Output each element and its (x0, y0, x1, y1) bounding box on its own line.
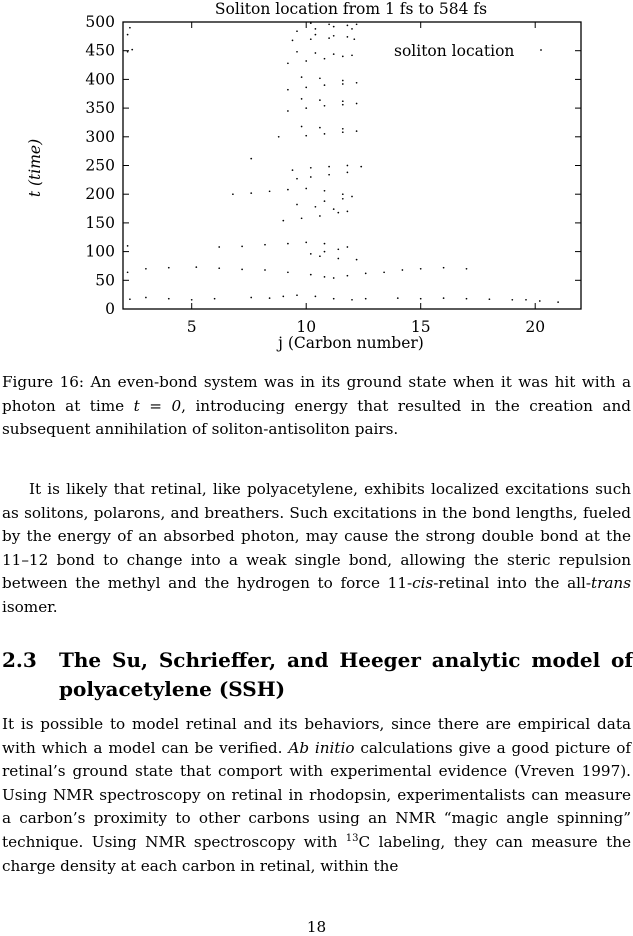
data-point (319, 127, 321, 129)
data-point (557, 301, 559, 303)
para1-italic-cis: cis (412, 574, 434, 593)
data-point (195, 266, 197, 268)
data-point (397, 297, 399, 299)
y-tick-label: 300 (85, 127, 115, 146)
para2-text-b: calculations give a good picture of retinal’s ground state that comport with experimental evidence (Vreven 1997). Using NMR spectroscopy on retinal in rhodopsin, experimentalists can measure a carbon’s proximity to other carbons using an NMR “magic angle spinning” technique. Using NMR spectroscopy with (2, 738, 631, 851)
data-point (324, 200, 326, 202)
para2-text-c: C labeling, they can measure the charge density at each carbon in retinal, within the (2, 832, 631, 875)
data-point (351, 54, 353, 56)
y-tick-label: 250 (85, 156, 115, 175)
y-tick-label: 450 (85, 41, 115, 60)
data-point (539, 300, 541, 302)
data-point (443, 267, 445, 269)
data-point (250, 192, 252, 194)
data-point (420, 268, 422, 270)
plot-frame (123, 22, 581, 309)
legend-marker (540, 49, 542, 51)
data-point (305, 60, 307, 62)
data-point (145, 268, 147, 270)
data-point (328, 23, 330, 25)
caption-math: t = 0 (133, 396, 182, 415)
data-point (214, 298, 216, 300)
data-point (333, 277, 335, 279)
data-point (292, 40, 294, 42)
data-point (287, 271, 289, 273)
data-point (324, 251, 326, 253)
data-point (310, 253, 312, 255)
para2-superscript: 13 (345, 832, 359, 844)
y-tick-label: 100 (85, 242, 115, 261)
data-point (232, 193, 234, 195)
data-point (328, 37, 330, 39)
y-tick-label: 0 (105, 300, 115, 318)
data-point (296, 30, 298, 32)
data-point (347, 246, 349, 248)
data-point (351, 28, 353, 30)
data-point (466, 268, 468, 270)
data-point (347, 36, 349, 38)
para1-text-a: It is likely that retinal, like polyacetylene, exhibits localized excitations such as solitons, polarons, and breathers. Such excitations in the bond lengths, fueled by the energy of an absorbed photon, may cause the strong double bond at the 11–12 bond to change into a weak single bond, allowing the steric repulsion between the methyl and the hydrogen to force 11- (2, 480, 631, 593)
data-point (292, 169, 294, 171)
data-point (305, 242, 307, 244)
data-point (269, 190, 271, 192)
data-point (127, 245, 129, 247)
data-point (337, 248, 339, 250)
soliton-location-chart (0, 0, 633, 360)
caption-line-3: , introducing energy that resulted in the creation and (181, 396, 631, 415)
data-point (525, 299, 527, 301)
data-point (333, 26, 335, 28)
data-point (315, 34, 317, 36)
data-point (301, 126, 303, 128)
y-tick-label: 50 (95, 271, 115, 290)
data-point (191, 299, 193, 301)
data-point (342, 104, 344, 106)
caption-line-4: subsequent annihilation of soliton-antisoliton pairs. (2, 420, 399, 439)
para1-italic-trans: trans (591, 574, 631, 593)
data-point (324, 105, 326, 107)
para1-text-b: -retinal into the all- (433, 574, 591, 593)
y-axis-label: t (time) (26, 138, 44, 198)
data-point (127, 51, 129, 53)
data-point (168, 298, 170, 300)
data-point (324, 58, 326, 60)
data-point (351, 299, 353, 301)
data-point (356, 259, 358, 261)
data-point (324, 243, 326, 245)
data-point (127, 34, 129, 36)
data-point (296, 204, 298, 206)
data-point (333, 208, 335, 210)
data-point (333, 53, 335, 55)
data-point (301, 98, 303, 100)
data-point (324, 84, 326, 86)
data-point (250, 158, 252, 160)
data-point (282, 220, 284, 222)
data-point (337, 212, 339, 214)
data-point (127, 271, 129, 273)
data-point (287, 62, 289, 64)
data-point (383, 271, 385, 273)
data-point (264, 244, 266, 246)
data-point (356, 23, 358, 25)
data-point (131, 49, 133, 51)
data-point (296, 51, 298, 53)
data-point (342, 56, 344, 58)
data-point (420, 298, 422, 300)
data-point (402, 269, 404, 271)
data-point (305, 107, 307, 109)
data-point (269, 297, 271, 299)
data-point (129, 298, 131, 300)
body-paragraph-1 (2, 478, 631, 620)
data-point (218, 246, 220, 248)
x-tick-label: 5 (186, 318, 197, 336)
data-point (315, 206, 317, 208)
legend-label: soliton location (394, 42, 515, 60)
data-point (145, 297, 147, 299)
data-point (301, 217, 303, 219)
data-point (301, 76, 303, 78)
data-point (287, 243, 289, 245)
data-point (347, 275, 349, 277)
data-point (241, 269, 243, 271)
x-axis-ticks (187, 22, 545, 336)
data-point (129, 27, 131, 29)
data-point (315, 28, 317, 30)
data-point (347, 165, 349, 167)
data-point (287, 110, 289, 112)
data-point (489, 298, 491, 300)
y-tick-label: 200 (85, 185, 115, 204)
section-number: 2.3 (2, 648, 37, 672)
x-tick-label: 10 (296, 318, 317, 336)
data-points (127, 22, 559, 303)
data-point (342, 198, 344, 200)
caption-line-1: Figure 16: An even-bond system was in its ground state when it was hit with (2, 373, 616, 391)
data-point (356, 130, 358, 132)
data-point (315, 296, 317, 298)
para2-italic-ab-initio: Ab initio (288, 738, 355, 757)
para1-text-c: isomer. (2, 597, 58, 616)
caption-line-2: a photon at time (2, 373, 631, 415)
data-point (310, 22, 312, 24)
chart-title: Soliton location from 1 fs to 584 fs (214, 0, 488, 18)
data-point (342, 193, 344, 195)
data-point (319, 215, 321, 217)
y-tick-label: 150 (85, 213, 115, 232)
x-axis-label: j (Carbon number) (278, 334, 424, 352)
data-point (342, 100, 344, 102)
data-point (250, 297, 252, 299)
data-point (310, 38, 312, 40)
x-tick-label: 15 (410, 318, 431, 336)
data-point (360, 166, 362, 168)
data-point (305, 188, 307, 190)
data-point (305, 135, 307, 137)
data-point (328, 174, 330, 176)
data-point (264, 269, 266, 271)
data-point (296, 294, 298, 296)
data-point (342, 83, 344, 85)
data-point (296, 178, 298, 180)
data-point (356, 103, 358, 105)
x-tick-label: 20 (525, 318, 546, 336)
data-point (168, 267, 170, 269)
data-point (315, 52, 317, 54)
data-point (347, 172, 349, 174)
data-point (333, 298, 335, 300)
y-tick-label: 350 (85, 99, 115, 118)
data-point (319, 77, 321, 79)
y-tick-label: 400 (85, 70, 115, 89)
data-point (310, 176, 312, 178)
data-point (347, 25, 349, 27)
data-point (466, 298, 468, 300)
data-point (324, 190, 326, 192)
data-point (310, 167, 312, 169)
data-point (278, 136, 280, 138)
data-point (353, 38, 355, 40)
data-point (342, 128, 344, 130)
data-point (218, 267, 220, 269)
data-point (347, 211, 349, 213)
section-title: The Su, Schrieffer, and Heeger analytic model of polyacetylene (SSH) (59, 648, 633, 701)
figure-caption (2, 371, 631, 442)
data-point (351, 196, 353, 198)
data-point (511, 299, 513, 301)
data-point (328, 166, 330, 168)
data-point (342, 131, 344, 133)
para2-text-a: It is possible to model retinal and its behaviors, since there are empirical data with which a model can be verified. (2, 715, 631, 757)
data-point (305, 87, 307, 89)
data-point (365, 273, 367, 275)
body-paragraph-2 (2, 713, 631, 878)
data-point (310, 274, 312, 276)
data-point (443, 297, 445, 299)
data-point (342, 80, 344, 82)
data-point (356, 82, 358, 84)
y-tick-label: 500 (85, 13, 115, 31)
data-point (337, 258, 339, 260)
data-point (319, 99, 321, 101)
data-point (333, 35, 335, 37)
data-point (365, 298, 367, 300)
data-point (282, 296, 284, 298)
data-point (319, 255, 321, 257)
data-point (324, 133, 326, 135)
data-point (241, 246, 243, 248)
data-point (287, 89, 289, 91)
data-point (287, 189, 289, 191)
page-number: 18 (306, 918, 327, 936)
data-point (324, 276, 326, 278)
